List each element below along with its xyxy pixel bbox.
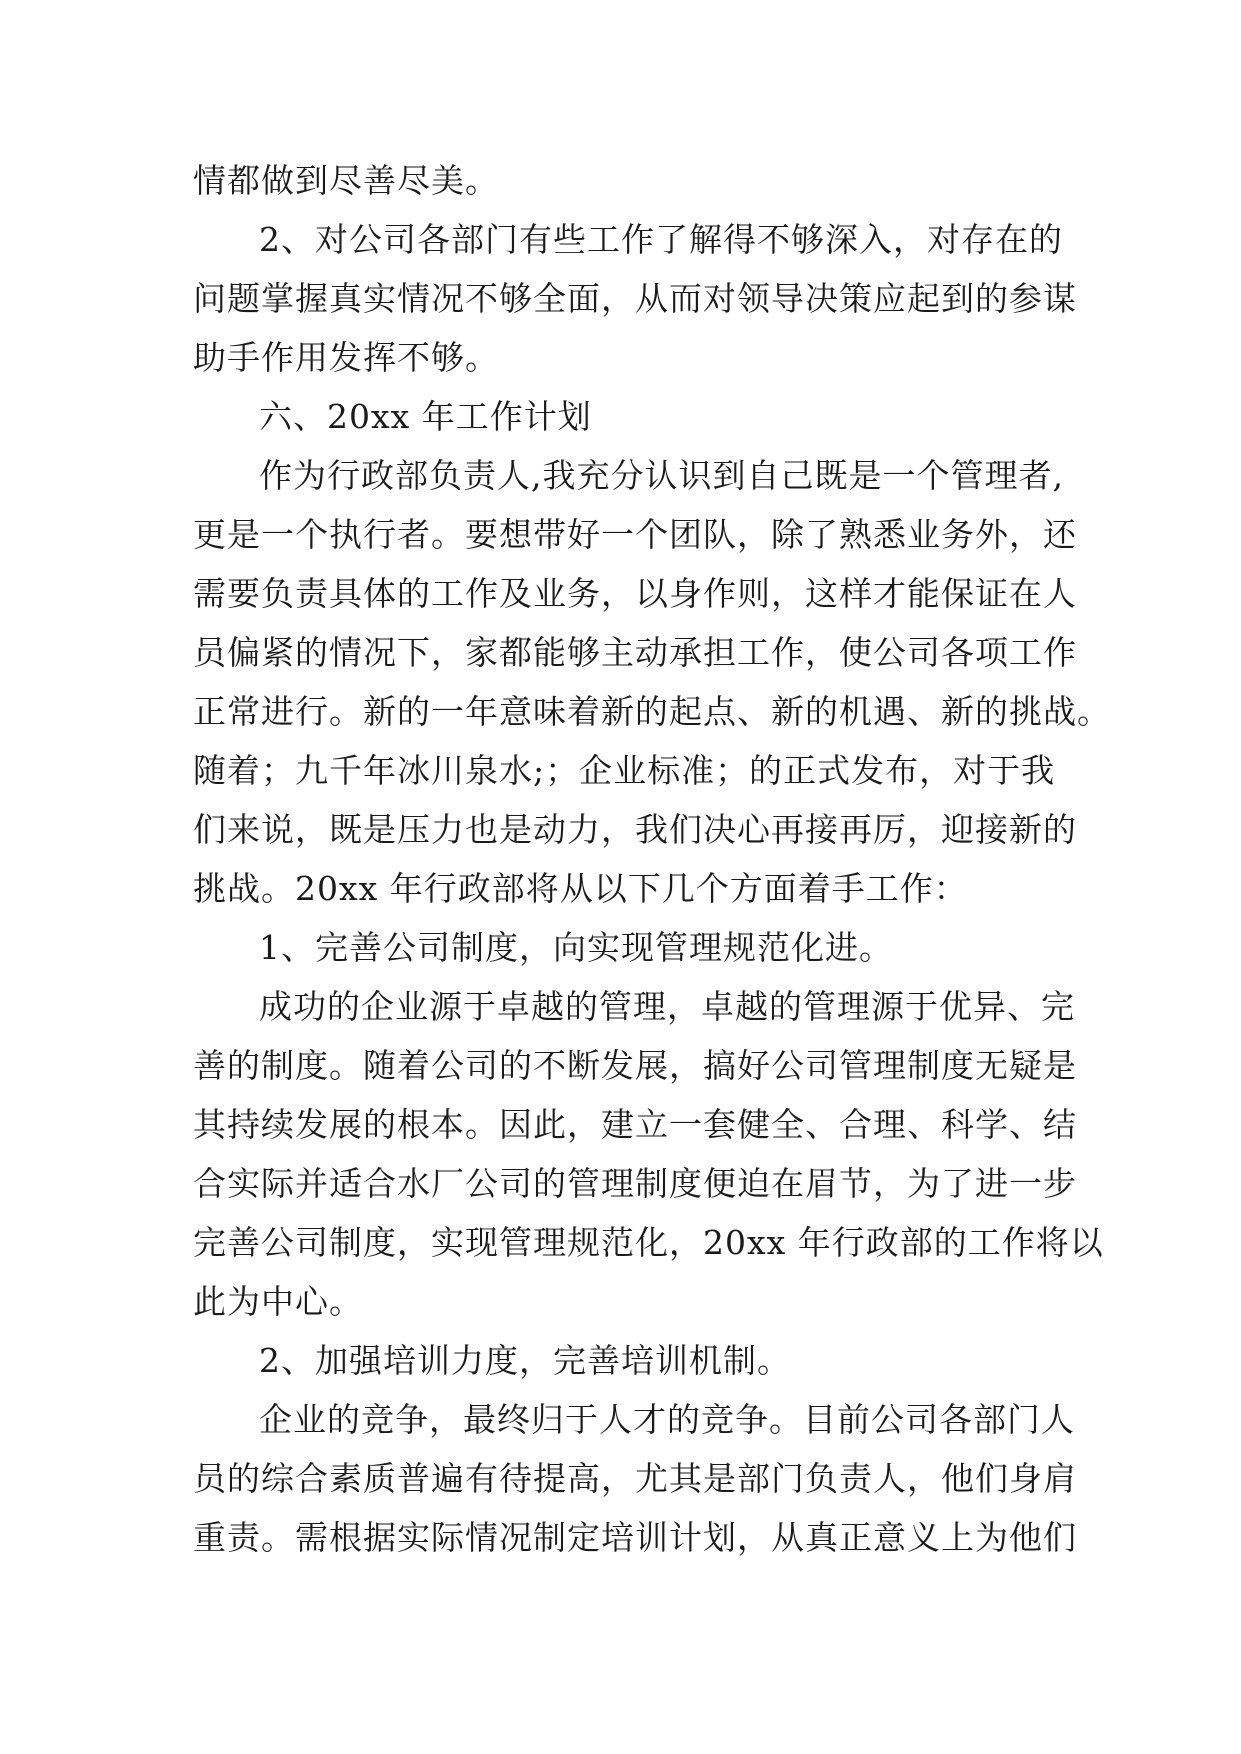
text-line: 成功的企业源于卓越的管理，卓越的管理源于优异、完 bbox=[259, 987, 1075, 1026]
text-line: 助手作用发挥不够。 bbox=[193, 338, 499, 377]
text-line: 合实际并适合水厂公司的管理制度便迫在眉节，为了进一步 bbox=[193, 1164, 1077, 1203]
text-line: 善的制度。随着公司的不断发展，搞好公司管理制度无疑是 bbox=[193, 1046, 1077, 1085]
text-line: 重责。需根据实际情况制定培训计划，从真正意义上为他们 bbox=[193, 1518, 1077, 1557]
text-line: 问题掌握真实情况不够全面，从而对领导决策应起到的参谋 bbox=[193, 279, 1077, 318]
text-line: 情都做到尽善尽美。 bbox=[193, 161, 499, 200]
section-heading: 六、20xx 年工作计划 bbox=[259, 397, 592, 436]
text-line: 其持续发展的根本。因此，建立一套健全、合理、科学、结 bbox=[193, 1105, 1077, 1144]
text-line: 完善公司制度，实现管理规范化，20xx 年行政部的工作将以 bbox=[193, 1223, 1104, 1262]
text-line: 员的综合素质普遍有待提高，尤其是部门负责人，他们身肩 bbox=[193, 1459, 1077, 1498]
text-line: 此为中心。 bbox=[193, 1282, 363, 1321]
text-line: 挑战。20xx 年行政部将从以下几个方面着手工作： bbox=[193, 869, 968, 908]
text-line: 们来说，既是压力也是动力，我们决心再接再厉，迎接新的 bbox=[193, 810, 1077, 849]
list-item-heading: 2、加强培训力度，完善培训机制。 bbox=[259, 1341, 791, 1380]
document-body bbox=[193, 151, 1111, 1567]
text-line: 需要负责具体的工作及业务，以身作则，这样才能保证在人 bbox=[193, 574, 1077, 613]
text-line: 作为行政部负责人,我充分认识到自己既是一个管理者, bbox=[259, 456, 1064, 495]
text-line: 随着；九千年冰川泉水;；企业标准；的正式发布，对于我 bbox=[193, 751, 1056, 790]
text-line: 正常进行。新的一年意味着新的起点、新的机遇、新的挑战。 bbox=[193, 692, 1111, 731]
text-line: 更是一个执行者。要想带好一个团队，除了熟悉业务外，还 bbox=[193, 515, 1077, 554]
list-item-heading: 1、完善公司制度，向实现管理规范化进。 bbox=[259, 928, 893, 967]
text-line: 2、对公司各部门有些工作了解得不够深入，对存在的 bbox=[259, 220, 1063, 259]
text-line: 员偏紧的情况下，家都能够主动承担工作，使公司各项工作 bbox=[193, 633, 1077, 672]
text-line: 企业的竞争，最终归于人才的竞争。目前公司各部门人 bbox=[259, 1400, 1075, 1439]
